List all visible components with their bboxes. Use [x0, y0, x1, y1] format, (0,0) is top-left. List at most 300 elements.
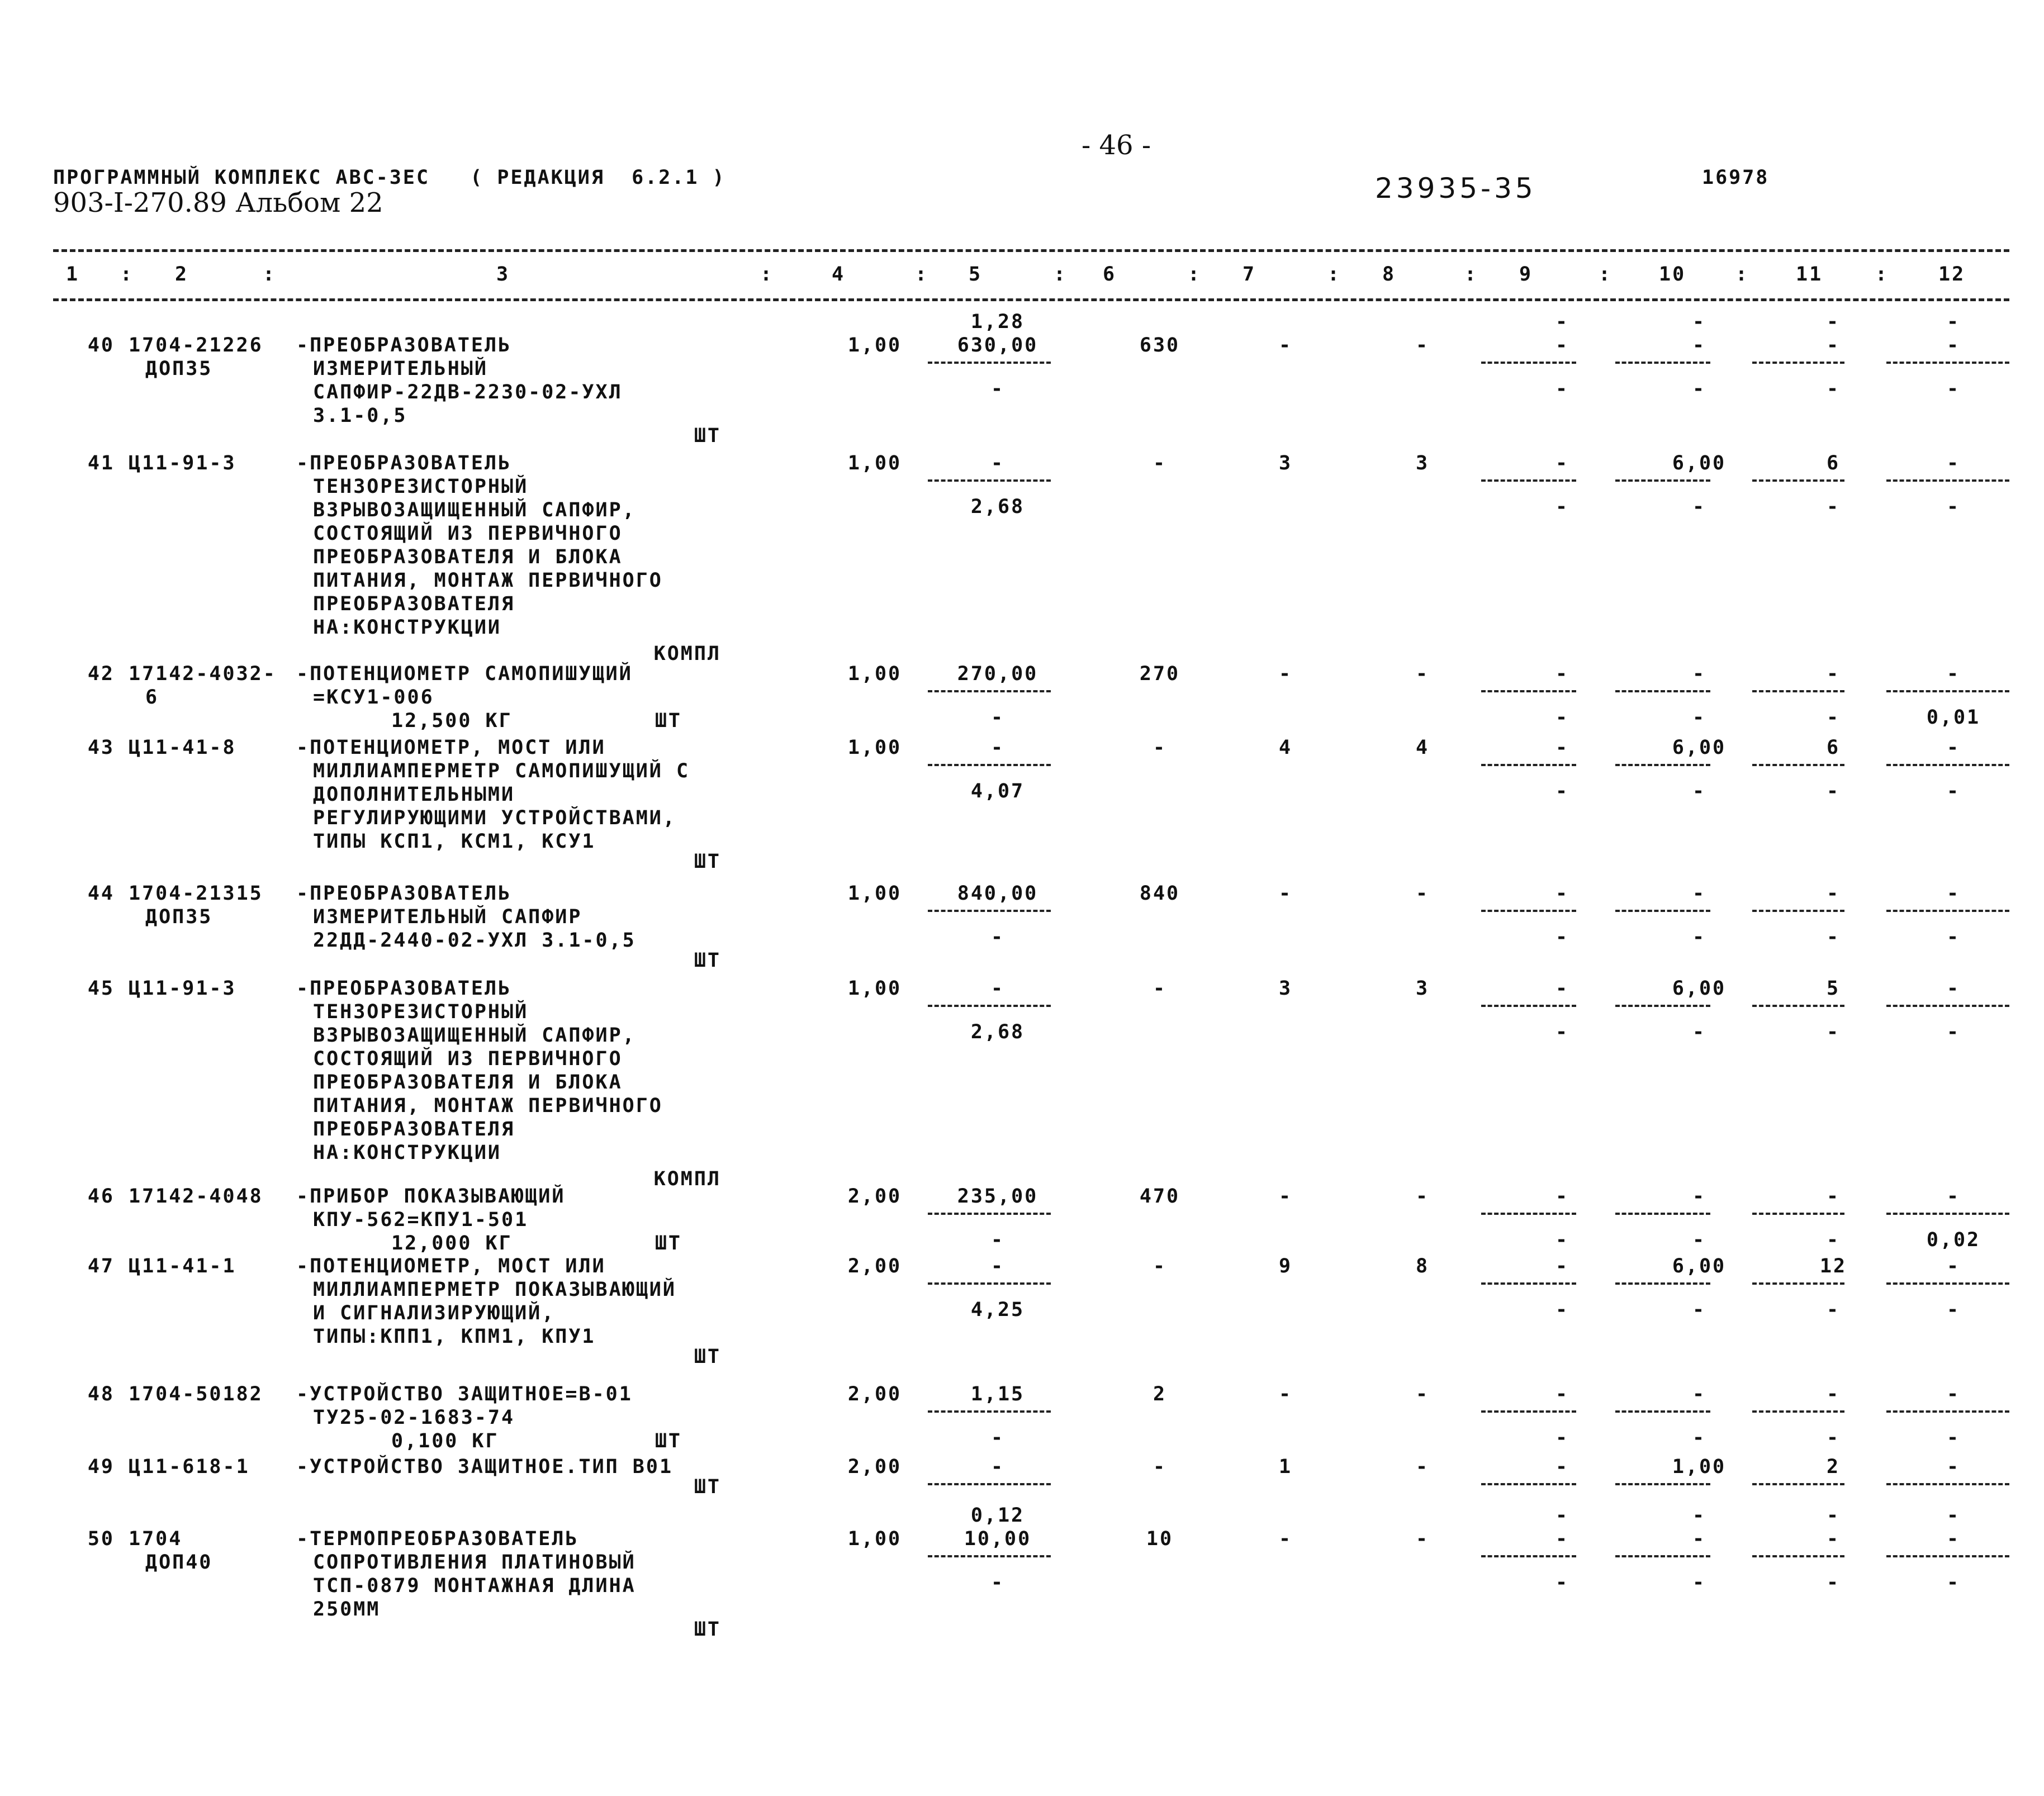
cell-5-top: - [990, 737, 1005, 759]
cell-11-pre: - [1826, 311, 1841, 333]
cell-8: 3 [1415, 452, 1430, 474]
cell-11-top: - [1826, 663, 1841, 685]
cell-8: - [1415, 334, 1430, 357]
item-description: ТИПЫ:КПП1, КПМ1, КПУ1 [313, 1325, 596, 1348]
item-mass: 12,500 КГ [391, 710, 513, 732]
cell-6: - [1153, 737, 1167, 759]
fraction-line [1481, 1483, 1576, 1485]
cell-12-top: - [1946, 1383, 1961, 1405]
cell-8: - [1415, 1383, 1430, 1405]
row-number: 45 [87, 977, 115, 1000]
cell-5-bottom: - [990, 378, 1005, 400]
cell-11-bottom: - [1826, 926, 1841, 948]
column-number: 6 [1103, 263, 1117, 286]
row-number: 49 [87, 1456, 115, 1478]
cell-11-top: - [1826, 1383, 1841, 1405]
item-description: 22ДД-2440-02-УХЛ 3.1-0,5 [313, 929, 636, 952]
cell-10-bottom: - [1692, 1229, 1706, 1251]
fraction-line [1481, 1555, 1576, 1557]
fraction-line [1481, 690, 1576, 692]
cell-7: - [1278, 882, 1293, 905]
item-description: СОСТОЯЩИЙ ИЗ ПЕРВИЧНОГО [313, 1048, 623, 1070]
item-description: ВЗРЫВОЗАЩИЩЕННЫЙ САПФИР, [313, 1024, 636, 1047]
row-number: 47 [87, 1255, 115, 1277]
cell-5-bottom: - [990, 1229, 1005, 1251]
cell-11-bottom: - [1826, 1571, 1841, 1594]
item-unit: ШТ [655, 1430, 682, 1452]
cell-11-bottom: - [1826, 1021, 1841, 1043]
fraction-line [1752, 1483, 1844, 1485]
cell-11-bottom: - [1826, 780, 1841, 802]
item-unit: КОМПЛ [653, 643, 721, 665]
cell-11-bottom: - [1826, 1229, 1841, 1251]
fraction-line [1752, 1213, 1844, 1215]
item-code: Ц11-91-3 [129, 977, 236, 1000]
row-number: 44 [87, 882, 115, 905]
item-description: ПРЕОБРАЗОВАТЕЛЯ И БЛОКА [313, 1071, 623, 1094]
item-unit: ШТ [694, 1346, 721, 1368]
item-description: -ПРЕОБРАЗОВАТЕЛЬ [296, 452, 512, 474]
item-mass: 0,100 КГ [391, 1430, 499, 1452]
item-description: -УСТРОЙСТВО ЗАЩИТНОЕ=В-01 [296, 1383, 633, 1405]
column-number: 9 [1519, 263, 1533, 286]
cell-9-top: - [1555, 1255, 1569, 1277]
fraction-line [1615, 1410, 1710, 1413]
fraction-line [928, 1555, 1051, 1557]
item-description: ВЗРЫВОЗАЩИЩЕННЫЙ САПФИР, [313, 499, 636, 521]
column-number: 3 [496, 263, 510, 286]
fraction-line [1752, 690, 1844, 692]
cell-5-top: 630,00 [957, 334, 1038, 357]
item-description: -ПОТЕНЦИОМЕТР САМОПИШУЩИЙ [296, 663, 633, 685]
item-description: ПРЕОБРАЗОВАТЕЛЯ И БЛОКА [313, 546, 623, 568]
cell-5-bottom: - [990, 926, 1005, 948]
cell-10-top: - [1692, 882, 1706, 905]
cell-12-bottom: - [1946, 1571, 1961, 1594]
fraction-line [1481, 1005, 1576, 1007]
cell-11-bottom: - [1826, 378, 1841, 400]
fraction-line [928, 1005, 1051, 1007]
row-number: 42 [87, 663, 115, 685]
item-description: ПИТАНИЯ, МОНТАЖ ПЕРВИЧНОГО [313, 569, 663, 592]
cell-9-bottom: - [1555, 1229, 1569, 1251]
cell-8: - [1415, 663, 1430, 685]
cell-5-bottom: 4,25 [970, 1299, 1025, 1321]
album-title: 903-I-270.89 Альбом 22 [53, 187, 383, 218]
sheet-code: 16978 [1702, 167, 1770, 189]
cell-9-bottom: - [1555, 1571, 1569, 1594]
column-separator: : [1188, 263, 1202, 286]
cell-5-pre: 0,12 [970, 1504, 1025, 1527]
fraction-line [1481, 1213, 1576, 1215]
item-description: РЕГУЛИРУЮЩИМИ УСТРОЙСТВАМИ, [313, 807, 676, 829]
item-code: Ц11-41-1 [129, 1255, 236, 1277]
cell-9-bottom: - [1555, 1427, 1569, 1449]
column-separator: : [1599, 263, 1613, 286]
program-title: ПРОГРАММНЫЙ КОМПЛЕКС АВС-3ЕС ( РЕДАКЦИЯ 6.2.1 ) [53, 167, 726, 189]
item-description: =КСУ1-006 [313, 686, 434, 709]
cell-9-top: - [1555, 737, 1569, 759]
fraction-line [1886, 910, 2009, 912]
cell-9-top: - [1555, 882, 1569, 905]
cell-10-top: 6,00 [1672, 1255, 1727, 1277]
cell-9-top: - [1555, 1456, 1569, 1478]
cell-11-bottom: - [1826, 496, 1841, 518]
item-code: ДОП40 [145, 1551, 213, 1574]
cell-11-top: - [1826, 1185, 1841, 1208]
fraction-line [1615, 362, 1710, 364]
fraction-line [1615, 910, 1710, 912]
item-code: 1704 [129, 1528, 183, 1550]
cell-7: - [1278, 334, 1293, 357]
item-description: КПУ-562=КПУ1-501 [313, 1209, 529, 1231]
cell-12-top: - [1946, 977, 1961, 1000]
row-number: 48 [87, 1383, 115, 1405]
fraction-line [1886, 764, 2009, 766]
fraction-line [1481, 1410, 1576, 1413]
item-description: МИЛЛИАМПЕРМЕТР ПОКАЗЫВАЮЩИЙ [313, 1279, 676, 1301]
cell-10-bottom: - [1692, 1427, 1706, 1449]
cell-7: 9 [1278, 1255, 1293, 1277]
cell-10-bottom: - [1692, 1571, 1706, 1594]
quantity: 1,00 [847, 1528, 902, 1550]
item-code: 6 [145, 686, 159, 709]
item-description: -ПРЕОБРАЗОВАТЕЛЬ [296, 334, 512, 357]
cell-9-top: - [1555, 452, 1569, 474]
cell-6: 840 [1139, 882, 1180, 905]
fraction-line [1481, 479, 1576, 482]
item-description: -ПРЕОБРАЗОВАТЕЛЬ [296, 882, 512, 905]
fraction-line [928, 479, 1051, 482]
item-description: СОСТОЯЩИЙ ИЗ ПЕРВИЧНОГО [313, 522, 623, 545]
item-code: 1704-21315 [129, 882, 263, 905]
cell-8: 8 [1415, 1255, 1430, 1277]
cell-9-top: - [1555, 663, 1569, 685]
cell-12-top: - [1946, 1185, 1961, 1208]
fraction-line [1752, 764, 1844, 766]
item-code: 1704-50182 [129, 1383, 263, 1405]
fraction-line [1481, 910, 1576, 912]
item-description: -ТЕРМОПРЕОБРАЗОВАТЕЛЬ [296, 1528, 579, 1550]
cell-12-top: - [1946, 452, 1961, 474]
cell-12-bottom: - [1946, 1427, 1961, 1449]
fraction-line [1615, 690, 1710, 692]
cell-5-top: - [990, 1255, 1005, 1277]
cell-9-top: - [1555, 1528, 1569, 1550]
fraction-line [928, 910, 1051, 912]
cell-11-top: 2 [1826, 1456, 1841, 1478]
item-description: ТСП-0879 МОНТАЖНАЯ ДЛИНА [313, 1575, 636, 1597]
cell-10-top: - [1692, 1185, 1706, 1208]
cell-7: 3 [1278, 977, 1293, 1000]
row-number: 46 [87, 1185, 115, 1208]
cell-12-bottom: - [1946, 780, 1961, 802]
cell-6: 630 [1139, 334, 1180, 357]
fraction-line [1886, 1483, 2009, 1485]
cell-10-bottom: - [1692, 1299, 1706, 1321]
item-description: СОПРОТИВЛЕНИЯ ПЛАТИНОВЫЙ [313, 1551, 636, 1574]
fraction-line [1615, 1483, 1710, 1485]
header-rule-top [53, 249, 2009, 252]
quantity: 2,00 [847, 1456, 902, 1478]
item-code: ДОП35 [145, 358, 213, 380]
cell-12-top: - [1946, 737, 1961, 759]
fraction-line [1752, 1005, 1844, 1007]
cell-6: 270 [1139, 663, 1180, 685]
doc-code: 23935-35 [1375, 172, 1536, 205]
cell-10-bottom: - [1692, 706, 1706, 729]
cell-9-bottom: - [1555, 926, 1569, 948]
cell-9-pre: - [1555, 1504, 1569, 1527]
cell-8: 3 [1415, 977, 1430, 1000]
fraction-line [1886, 1213, 2009, 1215]
row-number: 43 [87, 737, 115, 759]
item-unit: ШТ [694, 851, 721, 873]
column-separator: : [760, 263, 774, 286]
cell-9-top: - [1555, 1185, 1569, 1208]
cell-10-bottom: - [1692, 780, 1706, 802]
cell-7: - [1278, 663, 1293, 685]
fraction-line [1886, 690, 2009, 692]
item-description: -ПОТЕНЦИОМЕТР, МОСТ ИЛИ [296, 737, 606, 759]
page-number: - 46 - [1082, 130, 1151, 161]
cell-10-top: 6,00 [1672, 452, 1727, 474]
cell-8: - [1415, 1528, 1430, 1550]
item-code: ДОП35 [145, 906, 213, 928]
cell-9-bottom: - [1555, 1299, 1569, 1321]
fraction-line [1886, 1410, 2009, 1413]
cell-12-top: - [1946, 1528, 1961, 1550]
cell-10-top: - [1692, 1383, 1706, 1405]
cell-9-top: - [1555, 1383, 1569, 1405]
cell-11-top: 6 [1826, 452, 1841, 474]
item-description: САПФИР-22ДВ-2230-02-УХЛ [313, 381, 623, 403]
fraction-line [928, 1483, 1051, 1485]
fraction-line [928, 1282, 1051, 1285]
cell-7: - [1278, 1383, 1293, 1405]
fraction-line [1615, 479, 1710, 482]
item-description: И СИГНАЛИЗИРУЮЩИЙ, [313, 1302, 556, 1324]
cell-5-top: 1,15 [970, 1383, 1025, 1405]
cell-12-top: - [1946, 882, 1961, 905]
item-description: -ПРИБОР ПОКАЗЫВАЮЩИЙ [296, 1185, 566, 1208]
cell-11-top: - [1826, 1528, 1841, 1550]
item-description: 3.1-0,5 [313, 405, 407, 427]
cell-12-pre: - [1946, 1504, 1961, 1527]
cell-6: - [1153, 1456, 1167, 1478]
cell-11-bottom: - [1826, 1299, 1841, 1321]
cell-5-bottom: 2,68 [970, 1021, 1025, 1043]
cell-8: - [1415, 1185, 1430, 1208]
column-separator: : [1464, 263, 1478, 286]
quantity: 1,00 [847, 737, 902, 759]
cell-7: 1 [1278, 1456, 1293, 1478]
cell-12-bottom: - [1946, 1021, 1961, 1043]
cell-9-pre: - [1555, 311, 1569, 333]
item-description: -ПОТЕНЦИОМЕТР, МОСТ ИЛИ [296, 1255, 606, 1277]
cell-5-top: - [990, 452, 1005, 474]
fraction-line [1752, 1282, 1844, 1285]
cell-12-top: - [1946, 334, 1961, 357]
item-code: Ц11-91-3 [129, 452, 236, 474]
cell-5-bottom: - [990, 1571, 1005, 1594]
fraction-line [1752, 1410, 1844, 1413]
column-separator: : [915, 263, 929, 286]
cell-12-bottom: - [1946, 378, 1961, 400]
cell-12-bottom: - [1946, 1299, 1961, 1321]
fraction-line [1886, 1005, 2009, 1007]
cell-6: 470 [1139, 1185, 1180, 1208]
cell-9-bottom: - [1555, 780, 1569, 802]
item-description: ПРЕОБРАЗОВАТЕЛЯ [313, 593, 515, 615]
column-number: 4 [832, 263, 846, 286]
cell-12-bottom: - [1946, 926, 1961, 948]
cell-11-top: - [1826, 882, 1841, 905]
cell-11-top: 6 [1826, 737, 1841, 759]
fraction-line [928, 362, 1051, 364]
item-code: Ц11-618-1 [129, 1456, 250, 1478]
cell-7: 4 [1278, 737, 1293, 759]
fraction-line [928, 690, 1051, 692]
item-code: Ц11-41-8 [129, 737, 236, 759]
fraction-line [1615, 764, 1710, 766]
fraction-line [1752, 479, 1844, 482]
fraction-line [1886, 479, 2009, 482]
cell-11-bottom: - [1826, 706, 1841, 729]
column-number: 5 [969, 263, 983, 286]
cell-5-bottom: - [990, 706, 1005, 729]
cell-8: - [1415, 882, 1430, 905]
item-unit: ШТ [694, 1618, 721, 1641]
item-unit: ШТ [694, 425, 721, 447]
cell-10-top: - [1692, 663, 1706, 685]
cell-12-bottom: 0,02 [1926, 1229, 1981, 1251]
cell-11-bottom: - [1826, 1427, 1841, 1449]
item-code: 17142-4032- [129, 663, 277, 685]
column-number: 1 [66, 263, 80, 286]
cell-9-bottom: - [1555, 378, 1569, 400]
quantity: 2,00 [847, 1383, 902, 1405]
cell-10-top: 1,00 [1672, 1456, 1727, 1478]
cell-5-bottom: 4,07 [970, 780, 1025, 802]
quantity: 1,00 [847, 882, 902, 905]
fraction-line [928, 1410, 1051, 1413]
item-unit: КОМПЛ [653, 1168, 721, 1190]
cell-9-bottom: - [1555, 706, 1569, 729]
cell-6: 2 [1153, 1383, 1167, 1405]
cell-12-pre: - [1946, 311, 1961, 333]
item-unit: ШТ [655, 1232, 682, 1255]
quantity: 1,00 [847, 977, 902, 1000]
cell-7: 3 [1278, 452, 1293, 474]
item-description: 250ММ [313, 1598, 381, 1621]
item-description: -УСТРОЙСТВО ЗАЩИТНОЕ.ТИП В01 [296, 1456, 674, 1478]
fraction-line [1752, 362, 1844, 364]
row-number: 40 [87, 334, 115, 357]
item-description: НА:КОНСТРУКЦИИ [313, 616, 502, 639]
item-unit: ШТ [694, 1476, 721, 1498]
item-description: ИЗМЕРИТЕЛЬНЫЙ [313, 358, 488, 380]
fraction-line [1615, 1282, 1710, 1285]
fraction-line [1481, 362, 1576, 364]
fraction-line [928, 1213, 1051, 1215]
cell-12-bottom: - [1946, 496, 1961, 518]
column-separator: : [1327, 263, 1341, 286]
cell-6: - [1153, 1255, 1167, 1277]
column-number: 7 [1242, 263, 1256, 286]
column-separator: : [1735, 263, 1749, 286]
cell-11-top: 12 [1819, 1255, 1847, 1277]
cell-5-top: - [990, 1456, 1005, 1478]
cell-11-top: - [1826, 334, 1841, 357]
fraction-line [928, 764, 1051, 766]
cell-10-bottom: - [1692, 1021, 1706, 1043]
column-separator: : [1875, 263, 1889, 286]
cell-6: - [1153, 977, 1167, 1000]
item-description: МИЛЛИАМПЕРМЕТР САМОПИШУЩИЙ С [313, 760, 690, 782]
cell-6: 10 [1146, 1528, 1174, 1550]
fraction-line [1886, 1282, 2009, 1285]
cell-6: - [1153, 452, 1167, 474]
column-number: 8 [1382, 263, 1396, 286]
quantity: 1,00 [847, 334, 902, 357]
column-separator: : [1054, 263, 1068, 286]
fraction-line [1886, 362, 2009, 364]
fraction-line [1886, 1555, 2009, 1557]
cell-11-pre: - [1826, 1504, 1841, 1527]
item-code: 1704-21226 [129, 334, 263, 357]
cell-10-top: - [1692, 334, 1706, 357]
cell-10-top: - [1692, 1528, 1706, 1550]
cell-5-top: 840,00 [957, 882, 1038, 905]
item-mass: 12,000 КГ [391, 1232, 513, 1255]
cell-5-pre: 1,28 [970, 311, 1025, 333]
cell-10-top: 6,00 [1672, 737, 1727, 759]
cell-9-bottom: - [1555, 496, 1569, 518]
cell-5-top: 235,00 [957, 1185, 1038, 1208]
fraction-line [1615, 1555, 1710, 1557]
cell-5-bottom: 2,68 [970, 496, 1025, 518]
column-separator: : [120, 263, 134, 286]
fraction-line [1615, 1213, 1710, 1215]
cell-10-bottom: - [1692, 378, 1706, 400]
header-rule-bottom [53, 298, 2009, 301]
cell-5-top: 10,00 [964, 1528, 1032, 1550]
quantity: 1,00 [847, 663, 902, 685]
item-description: НА:КОНСТРУКЦИИ [313, 1142, 502, 1164]
row-number: 50 [87, 1528, 115, 1550]
item-description: ПРЕОБРАЗОВАТЕЛЯ [313, 1118, 515, 1141]
item-unit: ШТ [655, 710, 682, 732]
cell-10-pre: - [1692, 1504, 1706, 1527]
cell-10-bottom: - [1692, 496, 1706, 518]
item-description: ПИТАНИЯ, МОНТАЖ ПЕРВИЧНОГО [313, 1095, 663, 1117]
item-description: ТУ25-02-1683-74 [313, 1407, 515, 1429]
cell-9-top: - [1555, 977, 1569, 1000]
cell-7: - [1278, 1185, 1293, 1208]
cell-8: - [1415, 1456, 1430, 1478]
cell-9-top: - [1555, 334, 1569, 357]
item-description: ТЕНЗОРЕЗИСТОРНЫЙ [313, 476, 529, 498]
item-unit: ШТ [694, 949, 721, 972]
cell-10-bottom: - [1692, 926, 1706, 948]
column-number: 2 [175, 263, 189, 286]
item-description: -ПРЕОБРАЗОВАТЕЛЬ [296, 977, 512, 1000]
cell-11-top: 5 [1826, 977, 1841, 1000]
column-separator: : [263, 263, 277, 286]
cell-10-pre: - [1692, 311, 1706, 333]
cell-12-top: - [1946, 1255, 1961, 1277]
